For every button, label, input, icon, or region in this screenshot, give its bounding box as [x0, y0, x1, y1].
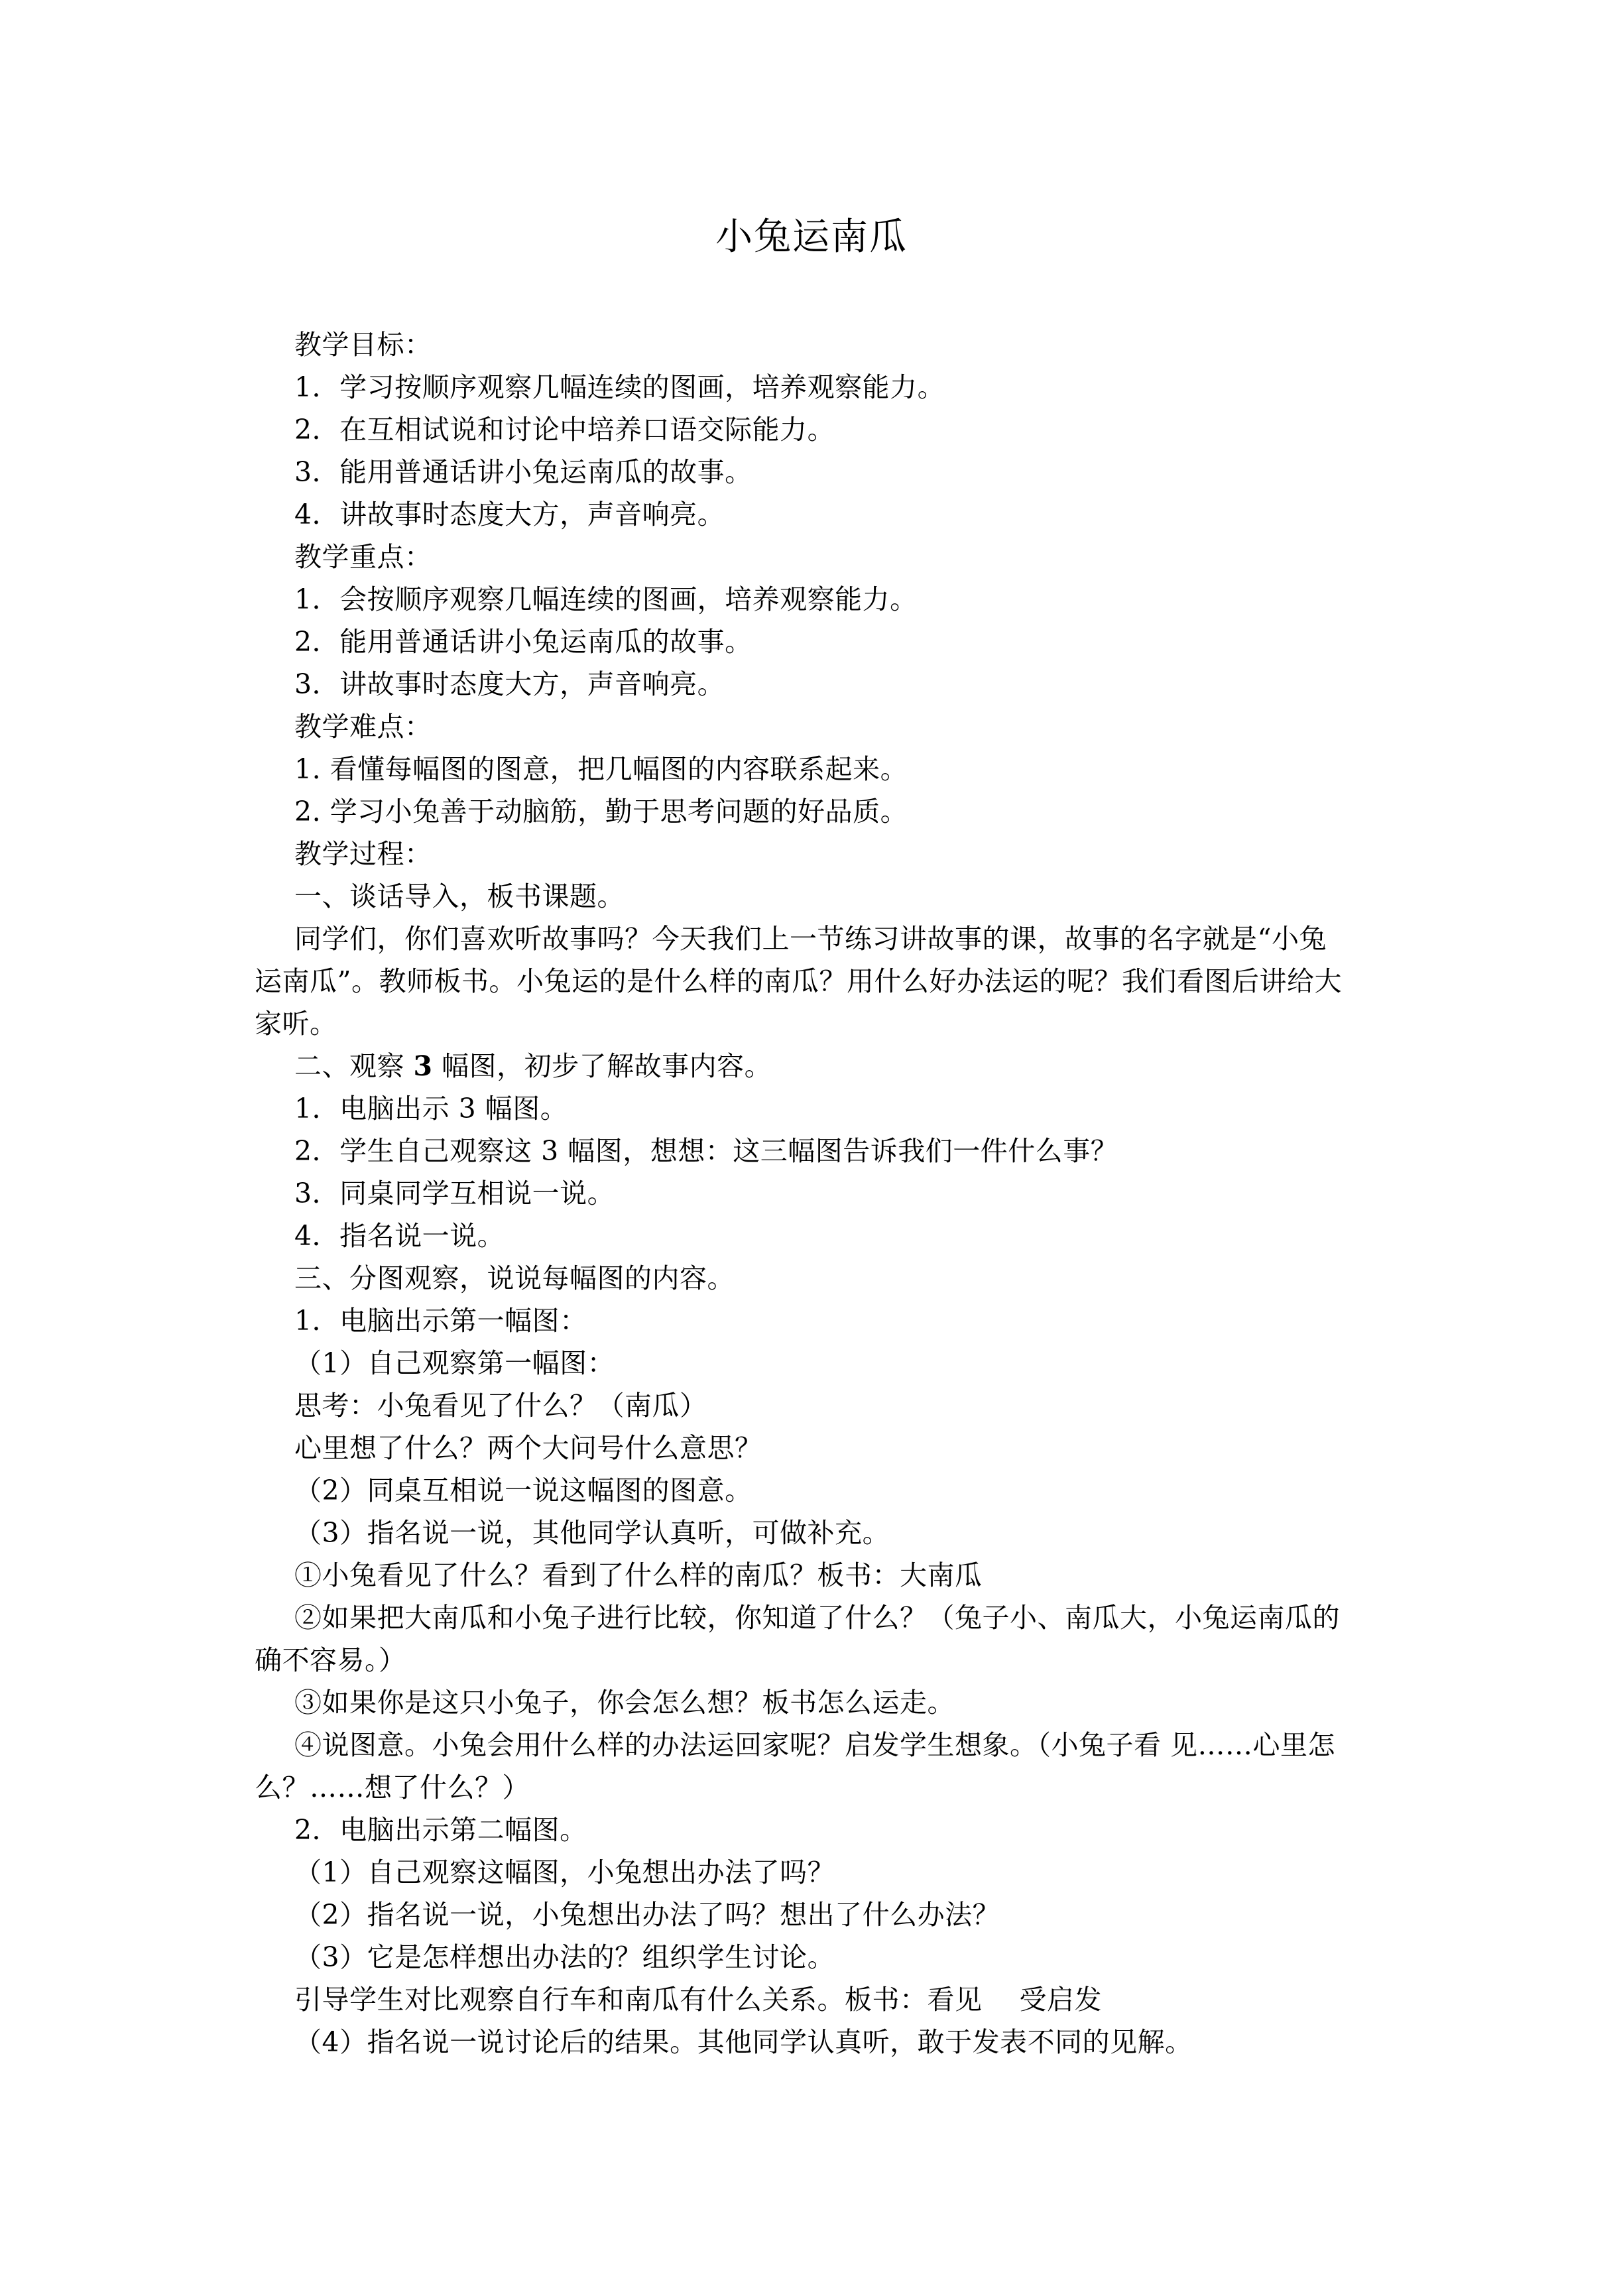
key-point-item: 3．讲故事时态度大方，声音响亮。 — [294, 668, 725, 700]
process-item: （1）自己观察这幅图，小兔想出办法了吗？ — [294, 1856, 835, 1888]
paragraph-line: 运南瓜”。教师板书。小兔运的是什么样的南瓜？用什么好办法运的呢？我们看图后讲给大 — [255, 965, 1342, 997]
process-item: ①小兔看见了什么？看到了什么样的南瓜？板书：大南瓜 — [294, 1559, 983, 1591]
heading-difficulties: 教学难点： — [294, 711, 432, 743]
heading-key-points: 教学重点： — [294, 541, 432, 573]
board-text: 引导学生对比观察自行车和南瓜有什么关系。板书：看见 — [294, 1984, 983, 2016]
process-item: 1．电脑出示第一幅图： — [294, 1305, 587, 1337]
heading-process: 教学过程： — [294, 838, 432, 870]
paragraph-line: ②如果把大南瓜和小兔子进行比较，你知道了什么？（兔子小、南瓜大，小兔运南瓜的 — [294, 1602, 1340, 1634]
paragraph-line: 确不容易。） — [255, 1644, 406, 1676]
key-point-item: 1．会按顺序观察几幅连续的图画，培养观察能力。 — [294, 583, 918, 615]
process-item: 1．电脑出示 3 幅图。 — [294, 1093, 568, 1124]
process-item: 3．同桌同学互相说一说。 — [294, 1178, 615, 1209]
paragraph-line: ④说图意。小兔会用什么样的办法运回家呢？启发学生想象。（小兔子看 见……心里怎 — [294, 1729, 1336, 1761]
process-item: 思考：小兔看见了什么？（南瓜） — [294, 1390, 707, 1421]
section-heading — [294, 1045, 1402, 1087]
section-heading: 一、谈话导入，板书课题。 — [294, 880, 625, 912]
heading-objectives: 教学目标： — [294, 329, 432, 361]
key-point-item: 2．能用普通话讲小兔运南瓜的故事。 — [294, 626, 752, 658]
page-title: 小兔运南瓜 — [715, 215, 908, 259]
process-item: 2．电脑出示第二幅图。 — [294, 1814, 587, 1846]
paragraph-line: 么？……想了什么？） — [255, 1772, 530, 1803]
section-heading: 三、分图观察，说说每幅图的内容。 — [294, 1262, 735, 1294]
process-item: （4）指名说一说讨论后的结果。其他同学认真听，敢于发表不同的见解。 — [294, 2026, 1193, 2058]
paragraph-line: 家听。 — [255, 1008, 337, 1040]
difficulty-item: 1. 看懂每幅图的图意，把几幅图的内容联系起来。 — [294, 753, 908, 785]
process-item: （3）它是怎样想出办法的？组织学生讨论。 — [294, 1941, 835, 1973]
process-item: 4．指名说一说。 — [294, 1220, 505, 1252]
difficulty-item: 2. 学习小兔善于动脑筋，勤于思考问题的好品质。 — [294, 796, 908, 827]
objective-item: 1．学习按顺序观察几幅连续的图画，培养观察能力。 — [294, 371, 945, 403]
section-text: 幅图，初步了解故事内容。 — [432, 1050, 772, 1082]
objective-item: 2．在互相试说和讨论中培养口语交际能力。 — [294, 414, 835, 446]
process-item: ③如果你是这只小兔子，你会怎么想？板书怎么运走。 — [294, 1687, 955, 1719]
process-item: （2）同桌互相说一说这幅图的图意。 — [294, 1475, 752, 1506]
board-text: 受启发 — [1019, 1984, 1102, 2016]
process-item: 心里想了什么？两个大问号什么意思？ — [294, 1432, 762, 1464]
process-item — [294, 1978, 1402, 2021]
document-body — [255, 324, 1402, 2063]
objective-item: 3．能用普通话讲小兔运南瓜的故事。 — [294, 456, 752, 488]
section-number: 3 — [413, 1050, 433, 1082]
process-item: （2）指名说一说，小兔想出办法了吗？想出了什么办法？ — [294, 1899, 1000, 1931]
objective-item: 4．讲故事时态度大方，声音响亮。 — [294, 499, 725, 530]
paragraph-line: 同学们，你们喜欢听故事吗？今天我们上一节练习讲故事的课，故事的名字就是“小兔 — [294, 923, 1327, 955]
process-item: （3）指名说一说，其他同学认真听，可做补充。 — [294, 1517, 890, 1549]
process-item: 2．学生自己观察这 3 幅图，想想：这三幅图告诉我们一件什么事？ — [294, 1135, 1118, 1167]
section-text: 二、观察 — [294, 1050, 414, 1082]
process-item: （1）自己观察第一幅图： — [294, 1347, 615, 1379]
